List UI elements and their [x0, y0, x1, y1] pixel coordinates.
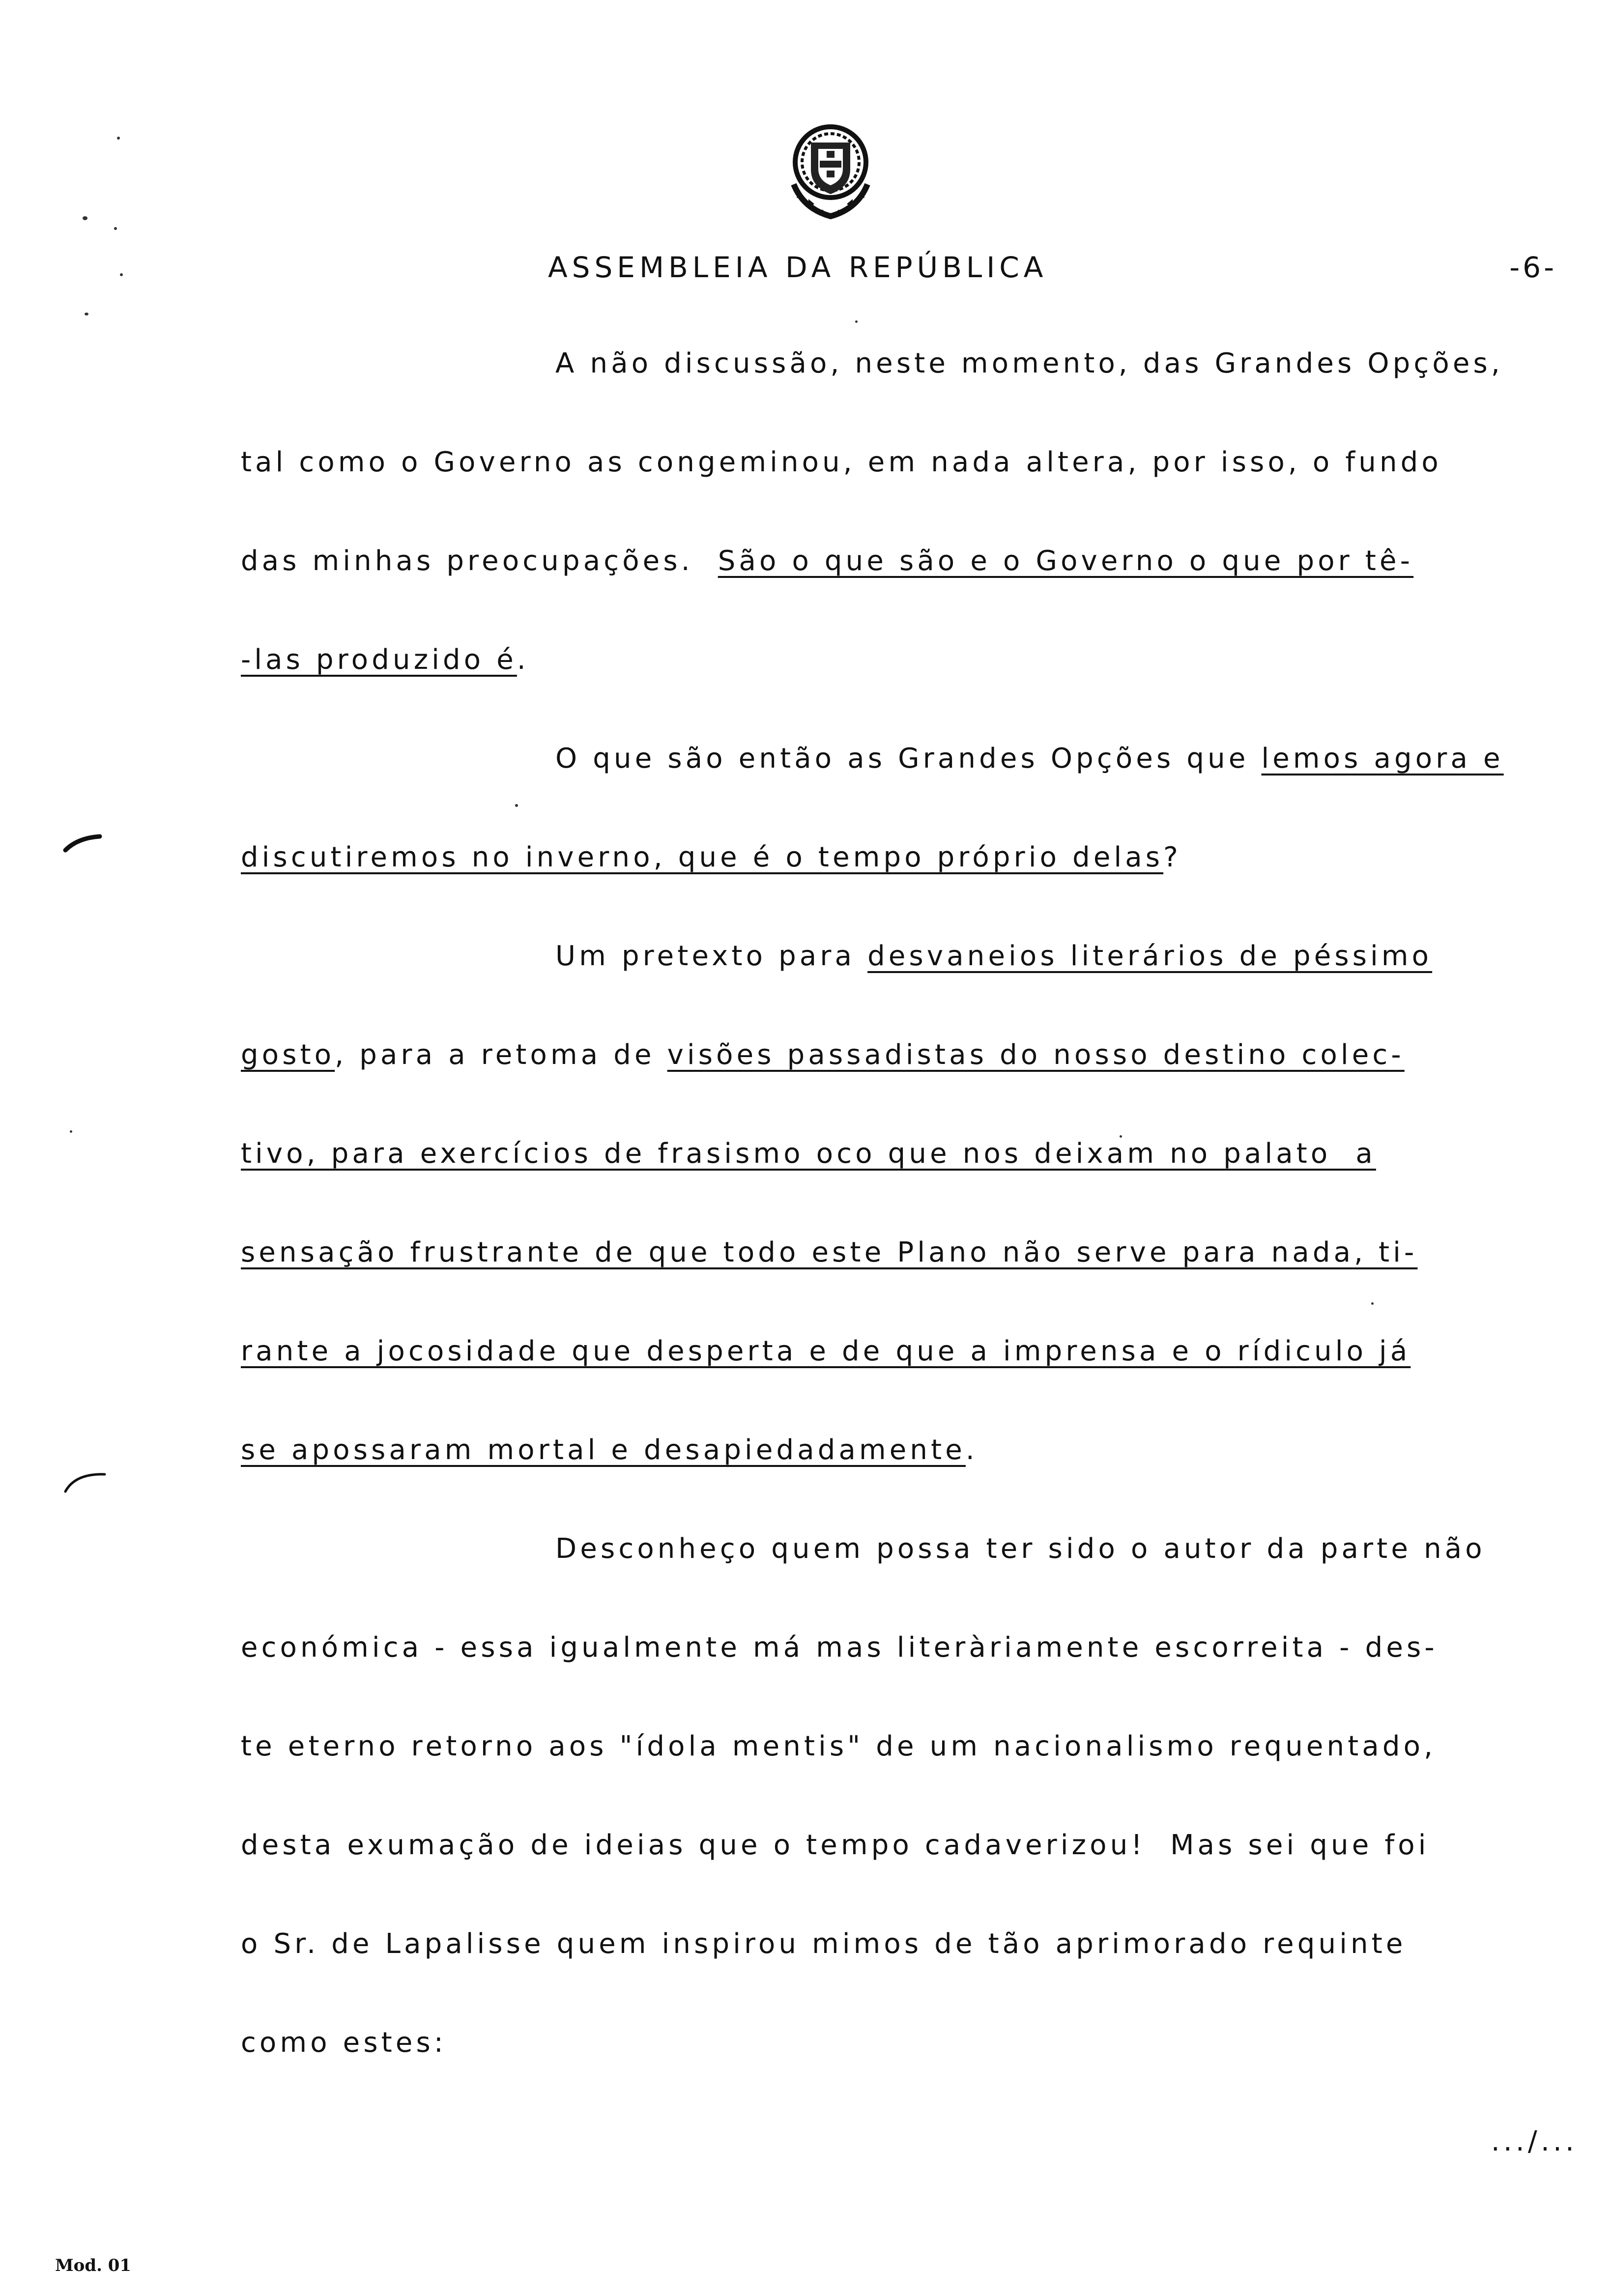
scan-speck	[855, 320, 858, 323]
margin-pen-mark	[63, 831, 102, 855]
text-line	[241, 640, 1578, 739]
text-line	[241, 1826, 1578, 1924]
text-run: das minhas preocupações.	[241, 545, 718, 577]
underlined-text: se apossaram mortal e desapiedadamente	[241, 1434, 966, 1466]
text-line	[241, 1924, 1578, 2023]
scan-speck	[70, 1130, 72, 1133]
text-run: como estes:	[241, 2027, 447, 2059]
scan-speck	[85, 313, 88, 316]
text-line	[241, 1035, 1578, 1134]
underlined-text: lemos agora e	[1261, 743, 1504, 775]
underlined-text: rante a jocosidade que desperta e de que a imprensa e o rídiculo já	[241, 1335, 1411, 1367]
text-run: te eterno retorno aos "ídola mentis" de um nacionalismo requentado,	[241, 1730, 1437, 1762]
underlined-text: sensação frustrante de que todo este Plano não serve para nada, ti-	[241, 1236, 1418, 1268]
text-run: .	[965, 1434, 978, 1466]
scan-speck	[120, 273, 123, 276]
institution-title: ASSEMBLEIA DA REPÚBLICA	[548, 251, 1048, 284]
text-line	[241, 1332, 1578, 1431]
text-run: económica - essa igualmente má mas literàriamente escorreita - des-	[241, 1632, 1438, 1664]
text-line	[241, 542, 1578, 640]
text-line	[241, 937, 1578, 1035]
margin-pen-mark	[63, 1464, 107, 1494]
text-run: o Sr. de Lapalisse quem inspirou mimos de tão aprimorado requinte	[241, 1928, 1407, 1960]
text-line	[241, 1233, 1578, 1332]
underlined-text: tivo, para exercícios de frasismo oco que nos deixam no palato a	[241, 1138, 1376, 1170]
body-text	[241, 344, 1578, 2221]
underlined-text: São o que são e o Governo o que por tê-	[718, 545, 1414, 577]
text-line	[241, 2023, 1578, 2122]
form-code: Mod. 01	[55, 2256, 132, 2275]
text-run: A não discussão, neste momento, das Grandes Opções,	[555, 347, 1503, 379]
underlined-text: discutiremos no inverno, que é o tempo próprio delas	[241, 841, 1164, 873]
text-run: O que são então as Grandes Opções que	[555, 743, 1262, 775]
scan-speck	[117, 137, 120, 140]
text-run: tal como o Governo as congeminou, em nada altera, por isso, o fundo	[241, 446, 1442, 478]
text-line	[241, 344, 1578, 443]
text-line	[241, 1431, 1578, 1529]
scan-speck	[83, 216, 87, 220]
text-line	[241, 1529, 1578, 1628]
coat-of-arms-emblem	[774, 115, 887, 226]
text-run: Um pretexto para	[555, 940, 868, 972]
text-run: .	[517, 644, 529, 676]
text-line	[241, 838, 1578, 937]
text-line	[241, 1134, 1578, 1233]
underlined-text: gosto	[241, 1039, 335, 1071]
continuation-marker: .../...	[1491, 2125, 1578, 2157]
underlined-text: visões passadistas do nosso destino colec-	[667, 1039, 1405, 1071]
scan-speck	[114, 227, 117, 230]
text-line	[241, 1727, 1578, 1826]
text-line	[241, 1628, 1578, 1727]
page-number: -6-	[1509, 251, 1557, 284]
text-run: Desconheço quem possa ter sido o autor da parte não	[555, 1533, 1486, 1565]
underlined-text: desvaneios literários de péssimo	[867, 940, 1433, 972]
underlined-text: -las produzido é	[241, 644, 517, 676]
text-run: , para a retoma de	[335, 1039, 667, 1071]
text-line	[241, 739, 1578, 838]
scan-speck	[1371, 1302, 1374, 1305]
text-line	[241, 443, 1578, 542]
text-run: ?	[1163, 841, 1182, 873]
scan-speck	[515, 804, 518, 807]
text-run: desta exumação de ideias que o tempo cadaverizou! Mas sei que foi	[241, 1829, 1430, 1861]
scan-speck	[1120, 1135, 1122, 1138]
